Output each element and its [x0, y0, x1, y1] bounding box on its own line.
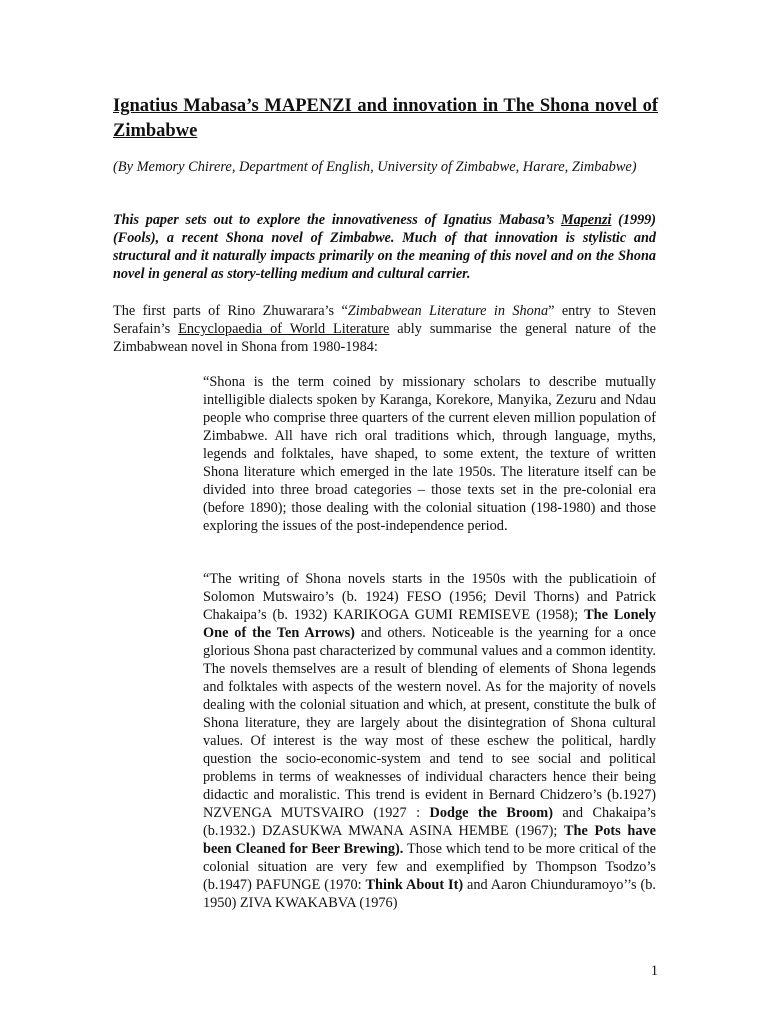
quote2-bold-3: The Pots have been Cleaned for Beer Brewing). [203, 823, 656, 857]
abstract-text-end: (1999) (Fools), a recent Shona novel of Zimbabwe. Much of that innovation is stylistic and structural and it naturally impacts primarily on the meaning of this novel and on the Shona novel in general as story-telling medium and cultural carrier. [113, 212, 656, 282]
block-quote-1: “Shona is the term coined by missionary scholars to describe mutually intelligible dialects spoken by Karanga, Korekore, Manyika, Zezuru and Ndau people who comprise three quarters of the current eleven million population of Zimbabwe. All have rich oral traditions which, through language, myths, legends and folktales, have shaped, to some extent, the texture of written Shona literature which emerged in the late 1950s. The literature itself can be divided into three broad categories – those texts set in the pre-colonial era (before 1890); those dealing with the colonial situation (198-1980) and those exploring the issues of the post-independence period. [203, 374, 656, 534]
quote2-bold-2: Dodge the Broom) [429, 805, 553, 821]
intro-text-1: The first parts of Rino Zhuwarara’s “ [113, 303, 348, 319]
paper-title: Ignatius Mabasa’s MAPENZI and innovation in The Shona novel of Zimbabwe [113, 96, 658, 141]
abstract-paragraph [113, 211, 656, 283]
quote2-text-5: and Aaron Chiunduramoyo’’s (b. 1950) ZIVA KWAKABVA (1976) [203, 877, 656, 911]
quote2-text-3: and Chakaipa’s (b.1932.) DZASUKWA MWANA ASINA HEMBE (1967); [203, 805, 656, 839]
quote2-text-2: and others. Noticeable is the yearning for a once glorious Shona past characterized by communal values and a common identity. The novels themselves are a result of blending of elements of Shona legends and folktales with aspects of the western novel. As for the majority of novels dealing with the colonial situation and which, at present, constitute the bulk of Shona literature, they are largely about the disintegration of Shona cultural values. Of interest is the way most of these eschew the political, hardly question the socio-economic-system and tend to see social and political problems in terms of weaknesses of individual characters hence their being didactic and moralistic. This trend is evident in Bernard Chidzero’s (b.1927) NZVENGA MUTSVAIRO (1927 : [203, 625, 656, 821]
abstract-text-start: This paper sets out to explore the innovativeness of Ignatius Mabasa’s [113, 212, 561, 228]
quote2-bold-4: Think About It) [365, 877, 464, 893]
page-number: 1 [650, 963, 658, 979]
intro-text-2: ” entry to Steven Serafain’s [113, 303, 656, 337]
intro-entry-title: Zimbabwean Literature in Shona [347, 303, 549, 319]
author-byline: (By Memory Chirere, Department of English, University of Zimbabwe, Harare, Zimbabwe) [113, 159, 637, 175]
quote2-bold-1: The Lonely One of the Ten Arrows) [203, 607, 656, 641]
intro-book-title: Encyclopaedia of World Literature [178, 321, 390, 337]
intro-paragraph [113, 302, 656, 356]
quote2-text-4: Those which tend to be more critical of the colonial situation are very few and exemplified by Thompson Tsodzo’s (b.1947) PAFUNGE (1970: [203, 841, 656, 893]
abstract-novel-title: Mapenzi [561, 212, 612, 228]
quote2-text-1: “The writing of Shona novels starts in the 1950s with the publicatioin of Solomon Mutswairo’s (b. 1924) FESO (1956; Devil Thorns) and Patrick Chakaipa’s (b. 1932) KARIKOGA GUMI REMISEVE (1958); [203, 571, 656, 623]
block-quote-2 [203, 570, 656, 912]
intro-text-3: ably summarise the general nature of the Zimbabwean novel in Shona from 1980-1984: [113, 321, 656, 355]
